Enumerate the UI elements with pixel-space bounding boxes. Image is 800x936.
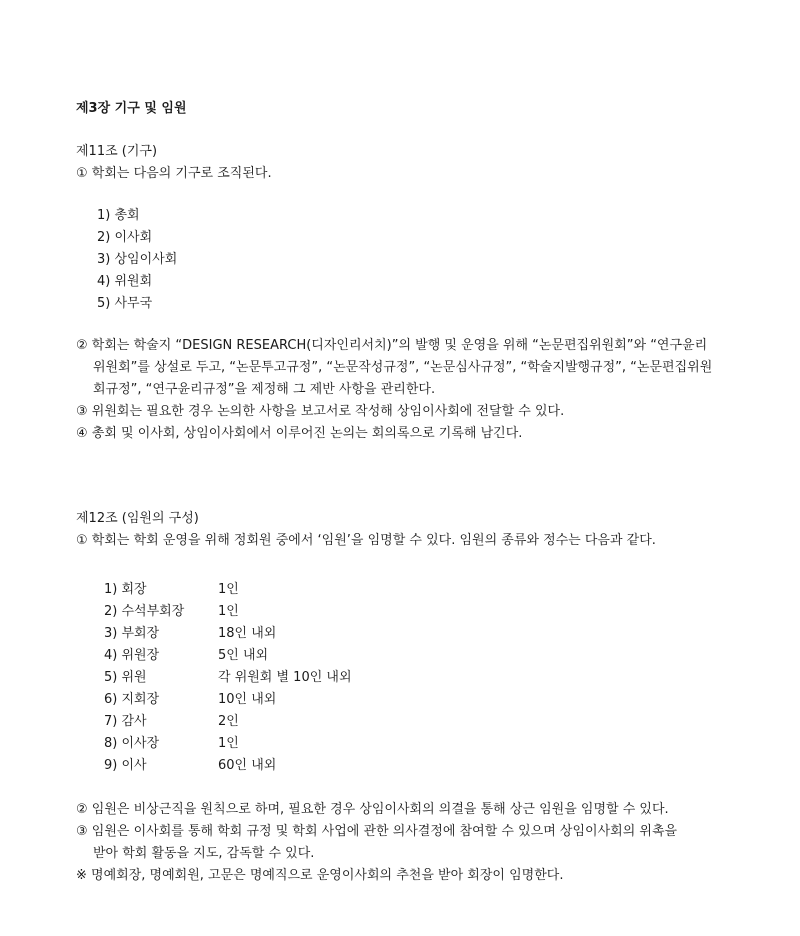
officer-role: 7) 감사 <box>104 714 147 729</box>
officer-count: 18인 내외 <box>218 626 277 641</box>
officer-role: 4) 위원장 <box>104 648 160 663</box>
article-11-paragraph-2-line: 회규정”, “연구윤리규정”을 제정해 그 제반 사항을 관리한다. <box>93 382 436 397</box>
article-11-heading: 제11조 (기구) <box>76 144 158 159</box>
officer-count: 1인 <box>218 582 239 597</box>
officer-count: 1인 <box>218 736 239 751</box>
officer-count: 60인 내외 <box>218 758 277 773</box>
article-11-paragraph-2-line: 위원회”를 상설로 두고, “논문투고규정”, “논문작성규정”, “논문심사규정”, “학술지발행규정”, “논문편집위원 <box>93 360 713 375</box>
officer-role: 8) 이사장 <box>104 736 160 751</box>
list-item: 2) 이사회 <box>97 230 153 245</box>
list-item: 1) 총회 <box>97 208 140 223</box>
list-item: 5) 사무국 <box>97 296 153 311</box>
article-12-heading: 제12조 (임원의 구성) <box>76 511 199 526</box>
officer-count: 2인 <box>218 714 239 729</box>
officer-role: 6) 지회장 <box>104 692 160 707</box>
article-11-paragraph-3: ③ 위원회는 필요한 경우 논의한 사항을 보고서로 작성해 상임이사회에 전달할 수 있다. <box>76 404 565 419</box>
article-12-paragraph-3-line: ③ 임원은 이사회를 통해 학회 규정 및 학회 사업에 관한 의사결정에 참여할 수 있으며 상임이사회의 위촉을 <box>76 824 678 839</box>
article-11-paragraph-1: ① 학회는 다음의 기구로 조직된다. <box>76 166 272 181</box>
officer-role: 5) 위원 <box>104 670 147 685</box>
list-item: 4) 위원회 <box>97 274 153 289</box>
article-12-paragraph-1: ① 학회는 학회 운영을 위해 정회원 중에서 ‘임원’을 임명할 수 있다. 임원의 종류와 정수는 다음과 같다. <box>76 533 656 548</box>
officer-count: 10인 내외 <box>218 692 277 707</box>
article-11-paragraph-4: ④ 총회 및 이사회, 상임이사회에서 이루어진 논의는 회의록으로 기록해 남긴다. <box>76 426 523 441</box>
officer-count: 5인 내외 <box>218 648 269 663</box>
article-12-paragraph-3-line: 받아 학회 활동을 지도, 감독할 수 있다. <box>93 846 315 861</box>
honorary-note: ※ 명예회장, 명예회원, 고문은 명예직으로 운영이사회의 추천을 받아 회장이 임명한다. <box>76 868 564 883</box>
officer-role: 3) 부회장 <box>104 626 160 641</box>
article-12-paragraph-2: ② 임원은 비상근직을 원칙으로 하며, 필요한 경우 상임이사회의 의결을 통해 상근 임원을 임명할 수 있다. <box>76 802 669 817</box>
chapter-title: 제3장 기구 및 임원 <box>76 101 187 116</box>
officer-count: 각 위원회 별 10인 내외 <box>218 670 352 685</box>
list-item: 3) 상임이사회 <box>97 252 178 267</box>
officer-count: 1인 <box>218 604 239 619</box>
officer-role: 1) 회장 <box>104 582 147 597</box>
officer-role: 2) 수석부회장 <box>104 604 185 619</box>
officer-role: 9) 이사 <box>104 758 147 773</box>
article-11-paragraph-2-line: ② 학회는 학술지 “DESIGN RESEARCH(디자인리서치)”의 발행 및 운영을 위해 “논문편집위원회”와 “연구윤리 <box>76 338 708 353</box>
